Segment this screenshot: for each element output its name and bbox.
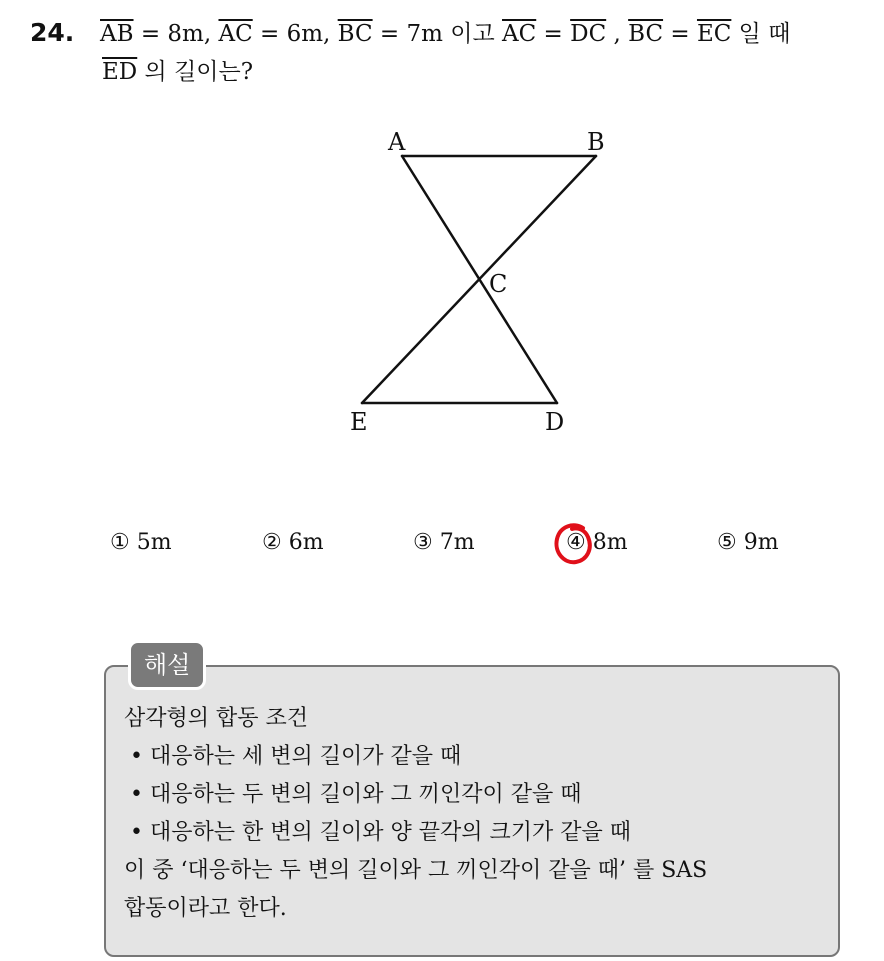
solution-line: 이 중 ‘대응하는 두 변의 길이와 그 끼인각이 같을 때’ 를 SAS: [124, 858, 708, 883]
choice-1[interactable]: [110, 530, 172, 555]
segment-ec: $\overline{EC}$: [696, 21, 732, 47]
segment-ac: $\overline{AC}$: [218, 21, 253, 47]
choice-2[interactable]: [262, 530, 324, 555]
point-e-label: E: [350, 408, 368, 436]
segment-bc: $\overline{BC}$: [628, 21, 664, 47]
choice-3[interactable]: [413, 530, 475, 555]
triangle-figure: [340, 118, 620, 438]
point-b-label: B: [587, 128, 605, 156]
question: [30, 14, 870, 91]
segment-dc: $\overline{DC}$: [570, 21, 607, 47]
answer-choices: [0, 530, 884, 564]
choice-marker: ①: [110, 530, 130, 555]
question-line-2: [30, 53, 870, 91]
question-text: ,: [606, 21, 629, 47]
choice-marker: ⑤: [717, 530, 737, 555]
choice-4[interactable]: [566, 530, 628, 555]
solution-line: 합동이라고 한다.: [124, 896, 287, 921]
choice-5[interactable]: [717, 530, 779, 555]
choice-value: 6m: [288, 530, 324, 555]
segment-ed: $\overline{ED}$: [102, 59, 138, 85]
choice-value: 7m: [439, 530, 475, 555]
question-text: = 6m,: [252, 21, 338, 47]
segment-be-line: [362, 156, 596, 403]
choice-value: 8m: [592, 530, 628, 555]
choice-marker: ④: [566, 530, 586, 555]
choice-marker: ③: [413, 530, 433, 555]
point-a-label: A: [388, 128, 406, 156]
point-d-label: D: [545, 408, 565, 436]
solution-bullet: • 대응하는 두 변의 길이와 그 끼인각이 같을 때: [130, 782, 582, 807]
question-text: =: [536, 21, 571, 47]
segment-ac: $\overline{AC}$: [502, 21, 537, 47]
segment-bc: $\overline{BC}$: [337, 21, 373, 47]
choice-marker: ②: [262, 530, 282, 555]
solution-line: 삼각형의 합동 조건: [124, 706, 309, 731]
question-text: 의 길이는?: [137, 59, 254, 85]
segment-ab: $\overline{AB}$: [100, 21, 134, 47]
solution-tag: 해설: [128, 640, 206, 690]
question-text: = 7m 이고: [372, 21, 503, 47]
question-number: 24.: [30, 18, 75, 47]
solution-bullet: • 대응하는 세 변의 길이가 같을 때: [130, 744, 462, 769]
solution-text: [124, 700, 834, 928]
point-c-label: C: [489, 270, 508, 298]
solution-bullet: • 대응하는 한 변의 길이와 양 끝각의 크기가 같을 때: [130, 820, 631, 845]
question-text: 일 때: [731, 21, 791, 47]
question-text: =: [663, 21, 697, 47]
choice-value: 9m: [743, 530, 779, 555]
choice-value: 5m: [136, 530, 172, 555]
question-text: = 8m,: [133, 21, 219, 47]
question-line-1: [30, 14, 870, 53]
